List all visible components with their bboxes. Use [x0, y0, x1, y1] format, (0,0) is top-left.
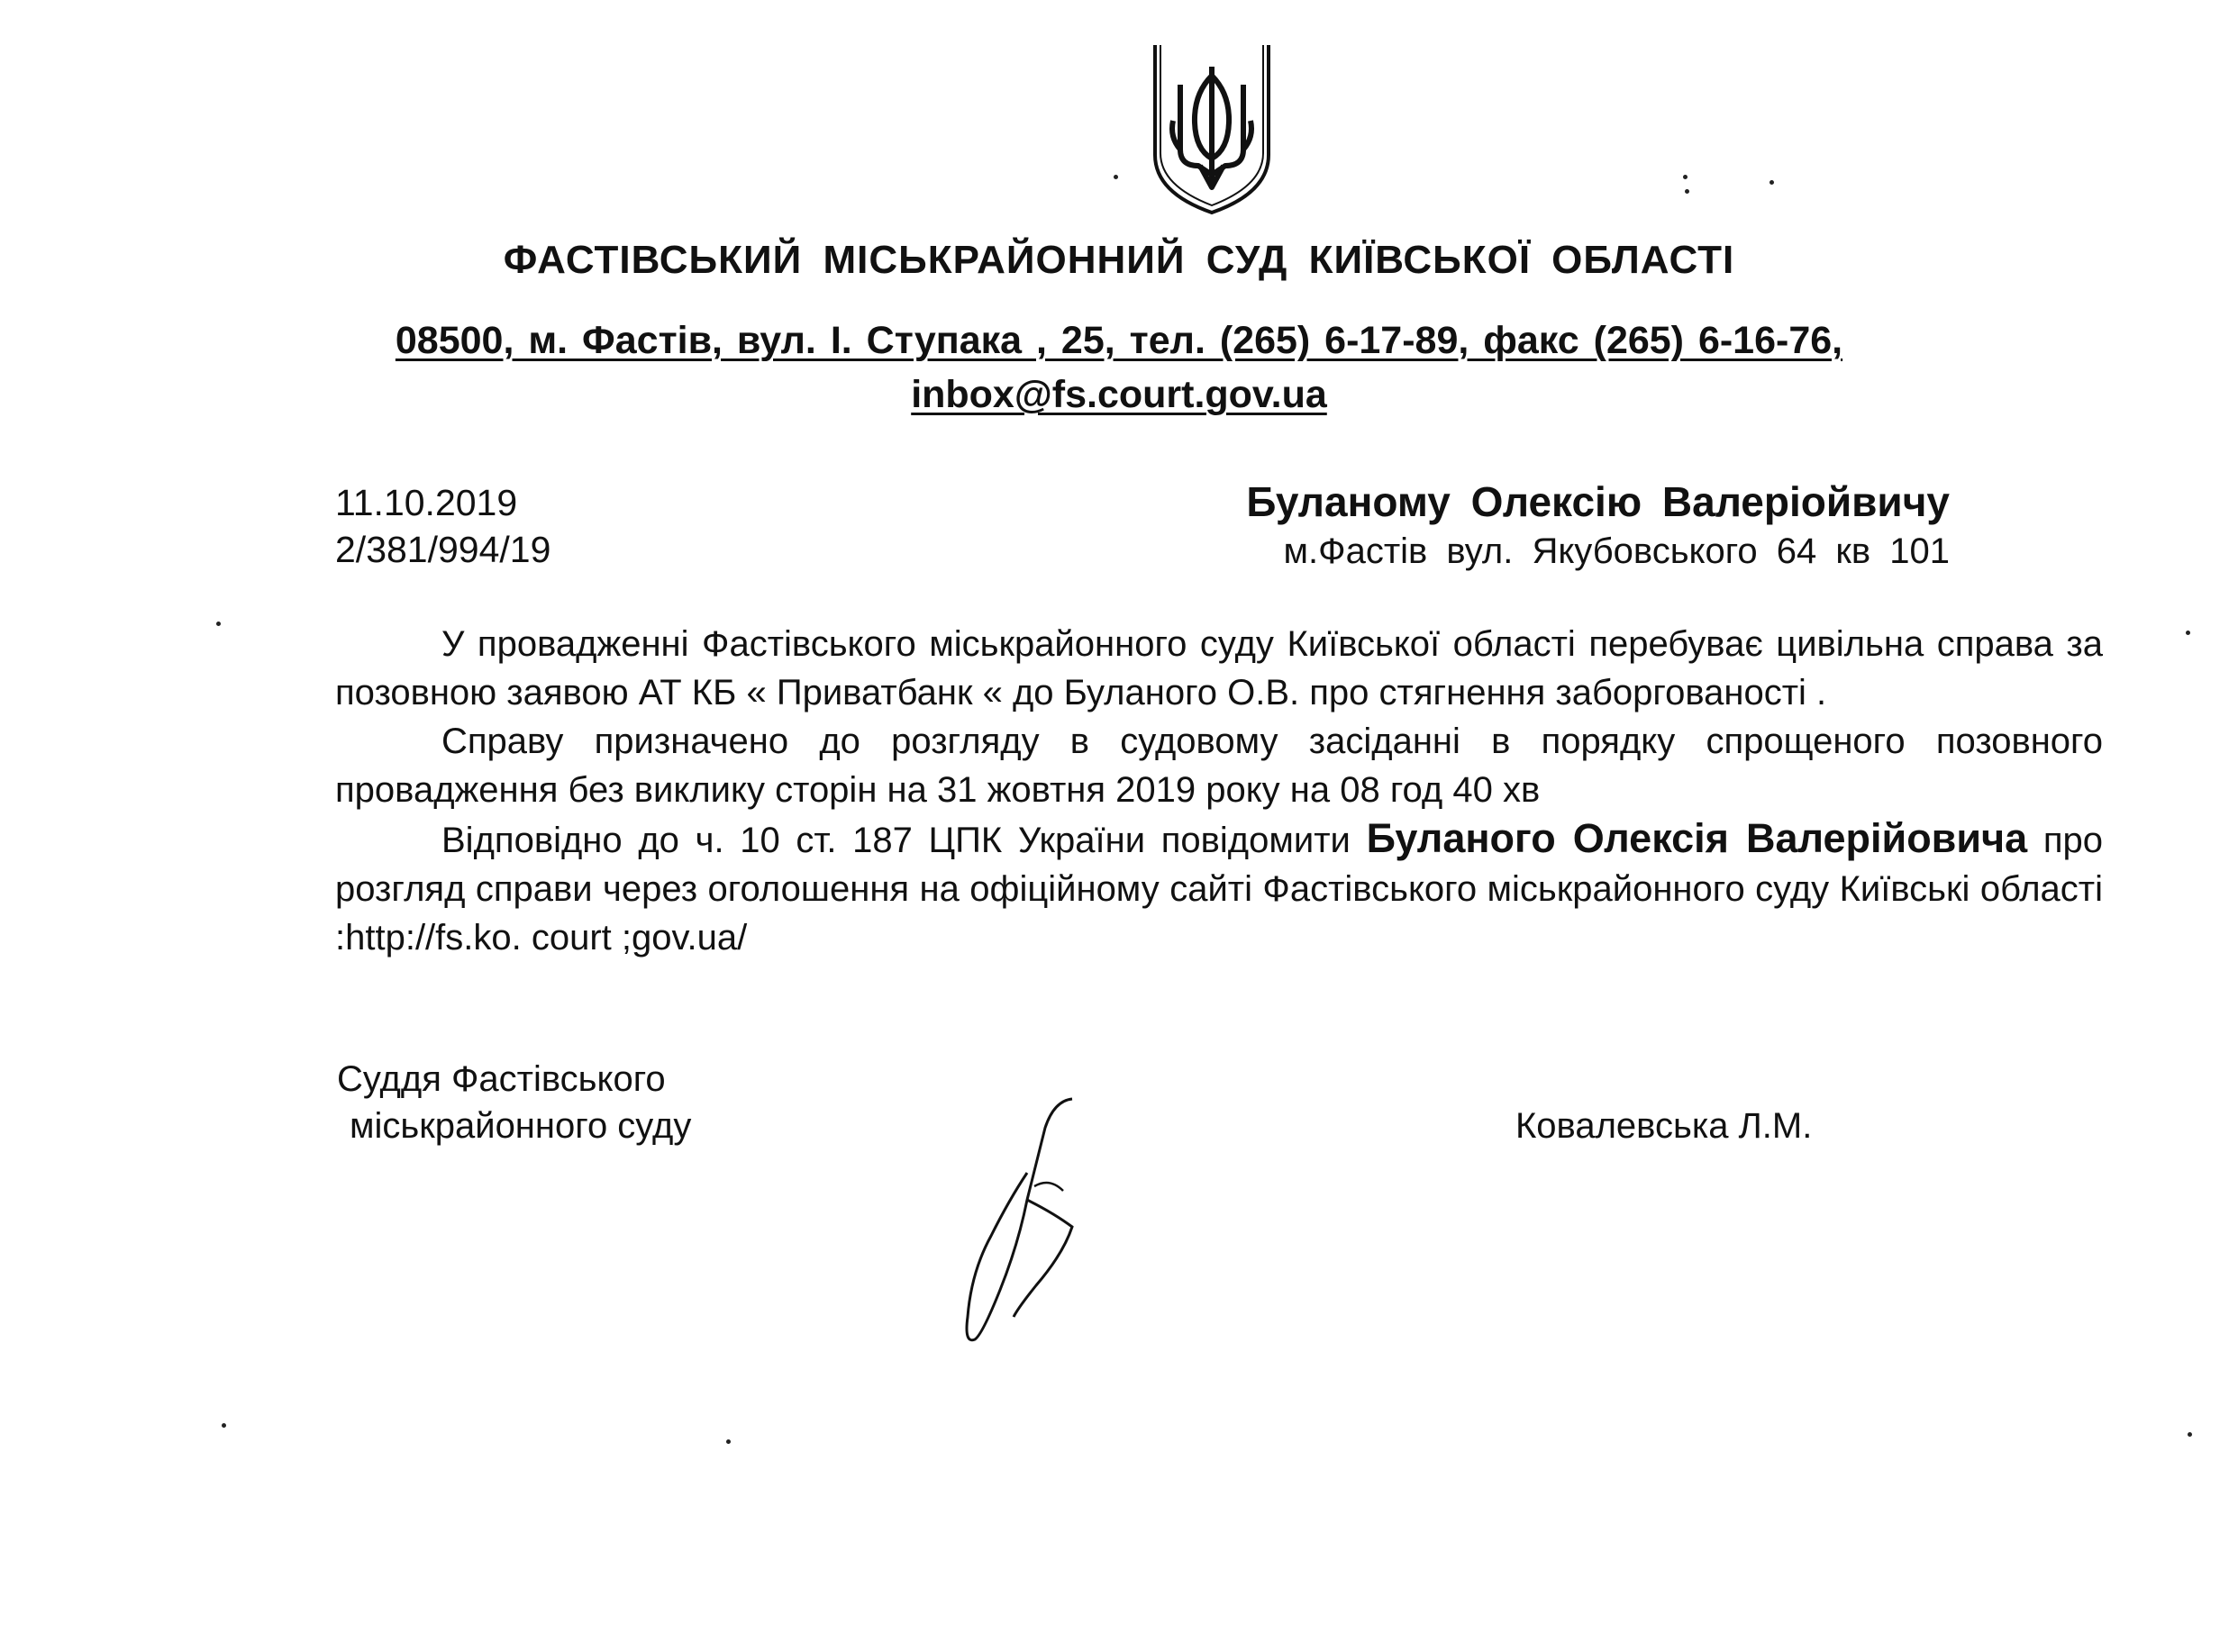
scan-speck: [1685, 189, 1689, 194]
court-name-heading: ФАСТІВСЬКИЙ МІСЬКРАЙОННИЙ СУД КИЇВСЬКОЇ ОБЛАСТІ: [503, 238, 1735, 282]
paragraph-hearing-date: Справу призначено до розгляду в судовому засіданні в порядку спрощеного позовного провадження без виклику сторін на 31 жовтня 2019 року на 08 год 40 хв: [335, 722, 2103, 810]
scan-speck: [1683, 175, 1688, 179]
court-contact-block: [0, 313, 2238, 422]
scan-speck: [1114, 175, 1118, 179]
judge-title-line2: міськрайонного суду: [350, 1106, 692, 1146]
notified-person-name: Буланого Олексія Валерійовича: [1366, 815, 2028, 861]
court-email-link[interactable]: inbox@fs.court.gov.ua: [911, 373, 1327, 416]
notification-text-end: про розгляд справи через оголошення на офіційному сайті Фастівського міськрайонного суду Київські області :http://fs.ko. court ;gov.ua/: [335, 821, 2104, 958]
judge-title: [337, 1056, 691, 1149]
coat-of-arms-emblem: [1144, 40, 1279, 220]
letter-meta: [335, 479, 550, 573]
letter-date: 11.10.2019: [335, 482, 518, 523]
scan-speck: [222, 1423, 226, 1428]
recipient-name: Буланому Олексію Валеріойвичу: [1246, 478, 1950, 525]
scan-speck: [1769, 180, 1774, 185]
scan-speck: [2188, 1432, 2192, 1437]
letter-body: [335, 620, 2103, 962]
recipient-block: [1171, 476, 1950, 575]
case-number: 2/381/994/19: [335, 529, 551, 570]
scan-speck: [216, 622, 221, 626]
judge-name: Ковалевська Л.М.: [1515, 1106, 1813, 1146]
paragraph-proceedings: У провадженні Фастівського міськрайонного суду Київської області перебуває цивільна справа за позовною заявою АТ КБ « Приватбанк « до Буланого О.В. про стягнення заборгованості .: [335, 624, 2103, 713]
judge-title-line1: Суддя Фастівського: [337, 1059, 666, 1099]
court-address: 08500, м. Фастів, вул. І. Ступака , 25, тел. (265) 6-17-89, факс (265) 6-16-76,: [395, 319, 1843, 362]
handwritten-signature: [928, 1092, 1108, 1353]
paragraph-notification: [335, 814, 2103, 962]
scan-speck: [726, 1439, 731, 1444]
scan-speck: [2186, 631, 2190, 635]
notification-text-start: Відповідно до ч. 10 ст. 187 ЦПК України повідомити: [441, 821, 1367, 860]
recipient-address: м.Фастів вул. Якубовського 64 кв 101: [1283, 531, 1950, 571]
